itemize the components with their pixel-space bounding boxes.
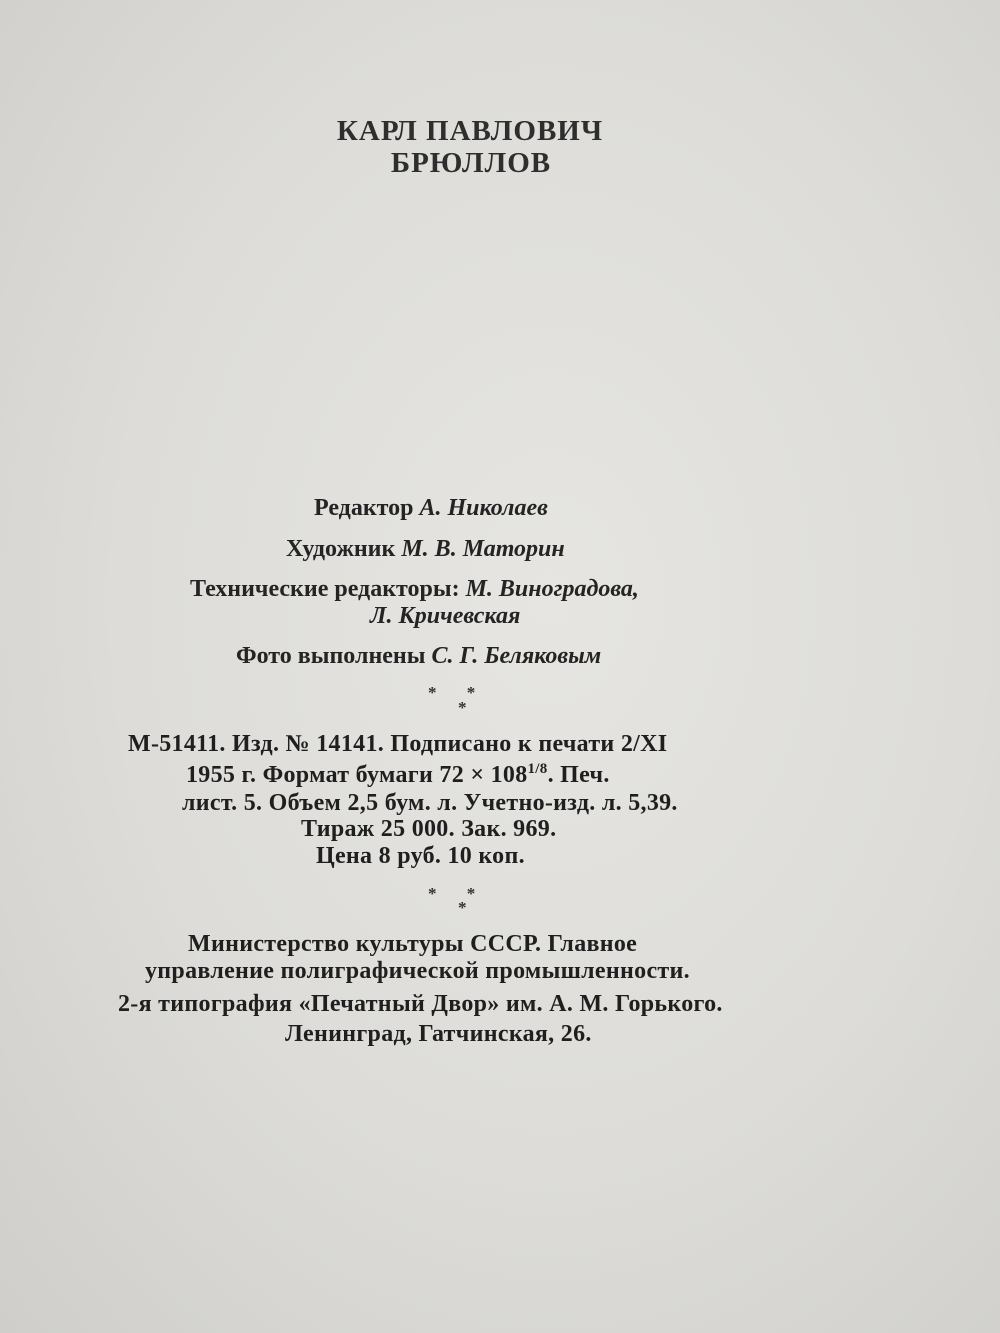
editor-role: Редактор [314, 495, 414, 521]
separator-bottom-row-2: * [458, 898, 467, 917]
tech-editor-line-2 [370, 601, 520, 631]
publisher-line-4: Ленинград, Гатчинская, 26. [285, 1021, 592, 1047]
photo-credit [236, 641, 601, 671]
tech-editor-name-1: М. Виноградова, [465, 576, 639, 602]
author-name-line-1: КАРЛ ПАВЛОВИЧ [336, 115, 604, 147]
editor-name: А. Николаев [419, 495, 548, 521]
tech-editors-credit [190, 574, 639, 604]
separator-stars-bottom-2 [458, 898, 467, 918]
publisher-line-1: Министерство культуры СССР. Главное [188, 931, 638, 957]
imprint-line-2 [186, 761, 610, 789]
photo-role: Фото выполнены [236, 643, 426, 669]
tech-editor-name-2: Л. Кричевская [370, 603, 521, 629]
separator-bottom-row: * [458, 698, 467, 717]
publisher-line-3: 2-я типография «Печатный Двор» им. А. М. Горького. [118, 991, 723, 1017]
separator-top-row: * * [428, 683, 489, 702]
imprint-line-2-b: . Печ. [547, 762, 610, 788]
artist-role: Художник [286, 536, 396, 562]
editor-credit [314, 493, 548, 523]
tech-editors-role: Технические редакторы: [190, 576, 460, 602]
imprint-line-2-a: 1955 г. Формат бумаги 72 × 108 [186, 762, 528, 788]
imprint-line-4: Тираж 25 000. Зак. 969. [301, 816, 557, 842]
artist-credit [286, 534, 565, 564]
separator-top-row-2: * * [428, 884, 489, 903]
imprint-line-3: лист. 5. Объем 2,5 бум. л. Учетно-изд. л. 5,39. [182, 790, 678, 816]
artist-name: М. В. Маторин [401, 536, 565, 562]
imprint-line-5: Цена 8 руб. 10 коп. [316, 843, 525, 869]
paper-format-fraction: 1/8 [527, 761, 548, 777]
imprint-line-1: М-51411. Изд. № 14141. Подписано к печати 2/XI [128, 731, 668, 757]
separator-stars-bottom-1 [458, 698, 467, 718]
photo-name: С. Г. Беляковым [431, 643, 602, 669]
author-name-line-2: БРЮЛЛОВ [390, 147, 552, 179]
publisher-line-2: управление полиграфической промышленности. [145, 958, 690, 984]
